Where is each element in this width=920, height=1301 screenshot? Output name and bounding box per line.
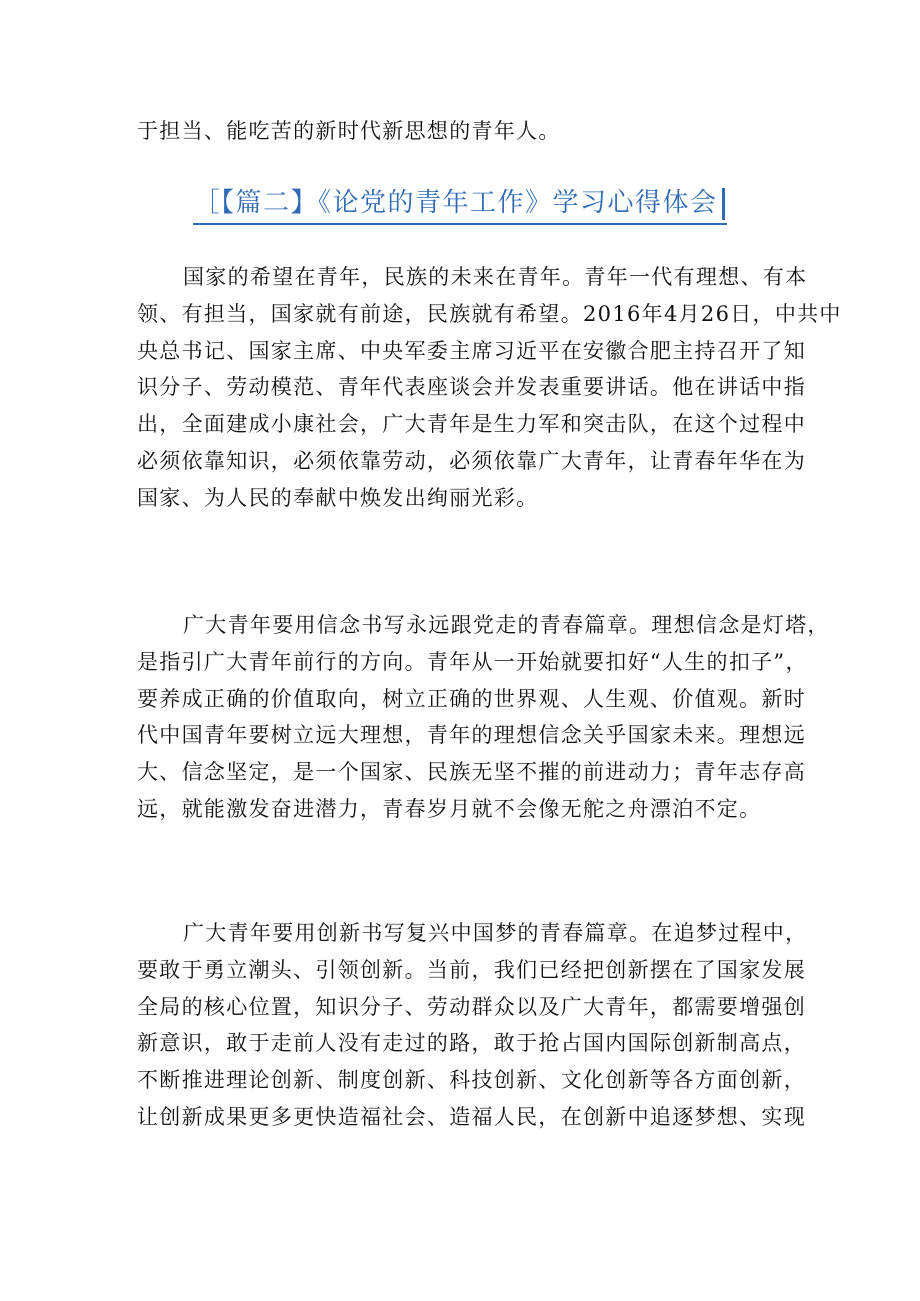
text-line: 于担当、能吃苦的新时代新思想的青年人。 (137, 119, 561, 143)
text-line: 全局的核心位置，知识分子、劳动群众以及广大青年，都需要增强创 (137, 994, 806, 1019)
text-line: 必须依靠知识，必须依靠劳动，必须依靠广大青年，让青春年华在为 (137, 448, 806, 473)
section-heading-container (0, 183, 920, 225)
paragraph-1 (137, 259, 842, 517)
text-line: 新意识，敢于走前人没有走过的路，敢于抢占国内国际创新制高点， (137, 1031, 806, 1056)
text-line: 广大青年要用信念书写永远跟党走的青春篇章。理想信念是灯塔， (183, 613, 830, 637)
text-line: 大、信念坚定，是一个国家、民族无坚不摧的前进动力；青年志存高 (137, 760, 806, 785)
text-line: 要养成正确的价值取向，树立正确的世界观、人生观、价值观。新时 (137, 686, 806, 711)
paragraph-2 (137, 607, 830, 828)
text-line: 不断推进理论创新、制度创新、科技创新、文化创新等各方面创新， (137, 1068, 806, 1093)
paragraph-3 (137, 915, 808, 1136)
text-line: 广大青年要用创新书写复兴中国梦的青春篇章。在追梦过程中， (183, 921, 808, 945)
section-heading-text: ［【篇二】《论党的青年工作》学习心得体会 (193, 188, 718, 218)
text-line: 是指引广大青年前行的方向。青年从一开始就要扣好“人生的扣子”， (137, 649, 808, 674)
text-line: 识分子、劳动模范、青年代表座谈会并发表重要讲话。他在讲话中指 (137, 375, 806, 400)
text-line: 代中国青年要树立远大理想，青年的理想信念关乎国家未来。理想远 (137, 723, 806, 748)
text-line: 出，全面建成小康社会，广大青年是生力军和突击队，在这个过程中 (137, 412, 806, 437)
carryover-paragraph (137, 113, 797, 150)
text-cursor-icon (722, 188, 725, 220)
text-line: 央总书记、国家主席、中央军委主席习近平在安徽合肥主持召开了知 (137, 338, 806, 363)
text-line: 远，就能激发奋进潜力，青春岁月就不会像无舵之舟漂泊不定。 (137, 796, 762, 821)
section-heading[interactable] (193, 183, 726, 225)
text-line: 要敢于勇立潮头、引领创新。当前，我们已经把创新摆在了国家发展 (137, 957, 806, 982)
text-line: 国家、为人民的奉献中焕发出绚丽光彩。 (137, 485, 539, 510)
text-line: 领、有担当，国家就有前途，民族就有希望。2016年4月26日，中共中 (137, 301, 842, 326)
text-line: 让创新成果更多更快造福社会、造福人民，在创新中追逐梦想、实现 (137, 1104, 806, 1129)
text-line: 国家的希望在青年，民族的未来在青年。青年一代有理想、有本 (183, 265, 808, 289)
